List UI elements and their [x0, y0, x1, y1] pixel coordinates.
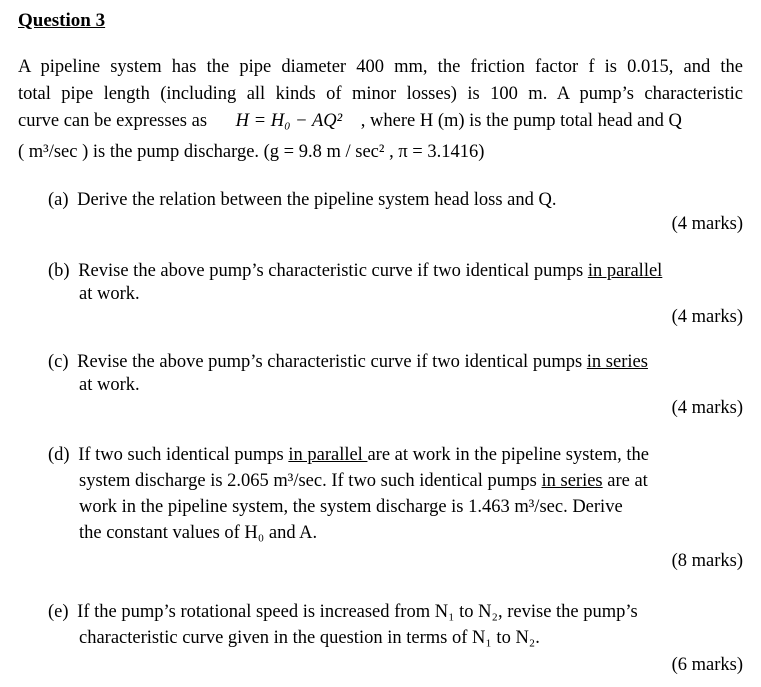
intro-line-4: ( m³/sec ) is the pump discharge. (g = 9.8 m / sec² , π = 3.1416) [18, 142, 485, 162]
part-c [48, 352, 648, 373]
part-d-text-b: are at work in the pipeline system, the [367, 445, 649, 465]
part-d-line-4: the constant values of H₀ and A. [79, 523, 318, 543]
part-a [48, 190, 556, 211]
part-b-text: Revise the above pump’s characteristic curve if two identical pumps [78, 261, 588, 281]
part-c-line-2: at work. [79, 375, 140, 395]
part-d-line-2 [79, 471, 648, 492]
part-a-text: Derive the relation between the pipeline system head loss and Q. [77, 190, 557, 210]
part-d [48, 445, 649, 466]
intro-line-3 [18, 111, 682, 132]
part-d-marks: (8 marks) [671, 551, 743, 571]
part-c-marks: (4 marks) [671, 398, 743, 418]
part-d-underline-series: in series [541, 471, 603, 491]
part-d-line-2-text: system discharge is 2.065 m³/sec. If two such identical pumps [79, 471, 542, 491]
part-a-marks: (4 marks) [671, 214, 743, 234]
part-c-underline-text: in series [586, 352, 648, 372]
part-c-label: (c) [48, 352, 69, 372]
part-c-text: Revise the above pump’s characteristic curve if two identical pumps [77, 352, 587, 372]
part-d-label: (d) [48, 445, 70, 465]
part-a-label: (a) [48, 190, 69, 210]
intro-line-2: total pipe length (including all kinds of minor losses) is 100 m. A pump’s characteristic [18, 84, 743, 104]
intro-line-1: A pipeline system has the pipe diameter 400 mm, the friction factor f is 0.015, and the [18, 57, 743, 77]
part-b [48, 261, 662, 282]
part-e [48, 602, 638, 623]
part-b-label: (b) [48, 261, 70, 281]
pump-curve-equation: H = H₀ − AQ² [235, 111, 343, 131]
intro-line-3-text-b: , where H (m) is the pump total head and Q [360, 111, 682, 131]
part-e-label: (e) [48, 602, 69, 622]
part-b-marks: (4 marks) [671, 307, 743, 327]
part-d-line-2-end: are at [602, 471, 648, 491]
part-e-text: If the pump’s rotational speed is increased from N₁ to N₂, revise the pump’s [77, 602, 638, 622]
part-d-text-a: If two such identical pumps [78, 445, 289, 465]
part-b-underline-text: in parallel [587, 261, 663, 281]
part-e-marks: (6 marks) [671, 655, 743, 675]
part-d-underline-parallel: in parallel [288, 445, 368, 465]
intro-line-3-text-a: curve can be expresses as [18, 111, 208, 131]
part-b-line-2: at work. [79, 284, 140, 304]
part-d-line-3: work in the pipeline system, the system discharge is 1.463 m³/sec. Derive [79, 497, 623, 517]
part-e-line-2: characteristic curve given in the question in terms of N₁ to N₂. [79, 628, 540, 648]
question-title: Question 3 [18, 10, 106, 31]
